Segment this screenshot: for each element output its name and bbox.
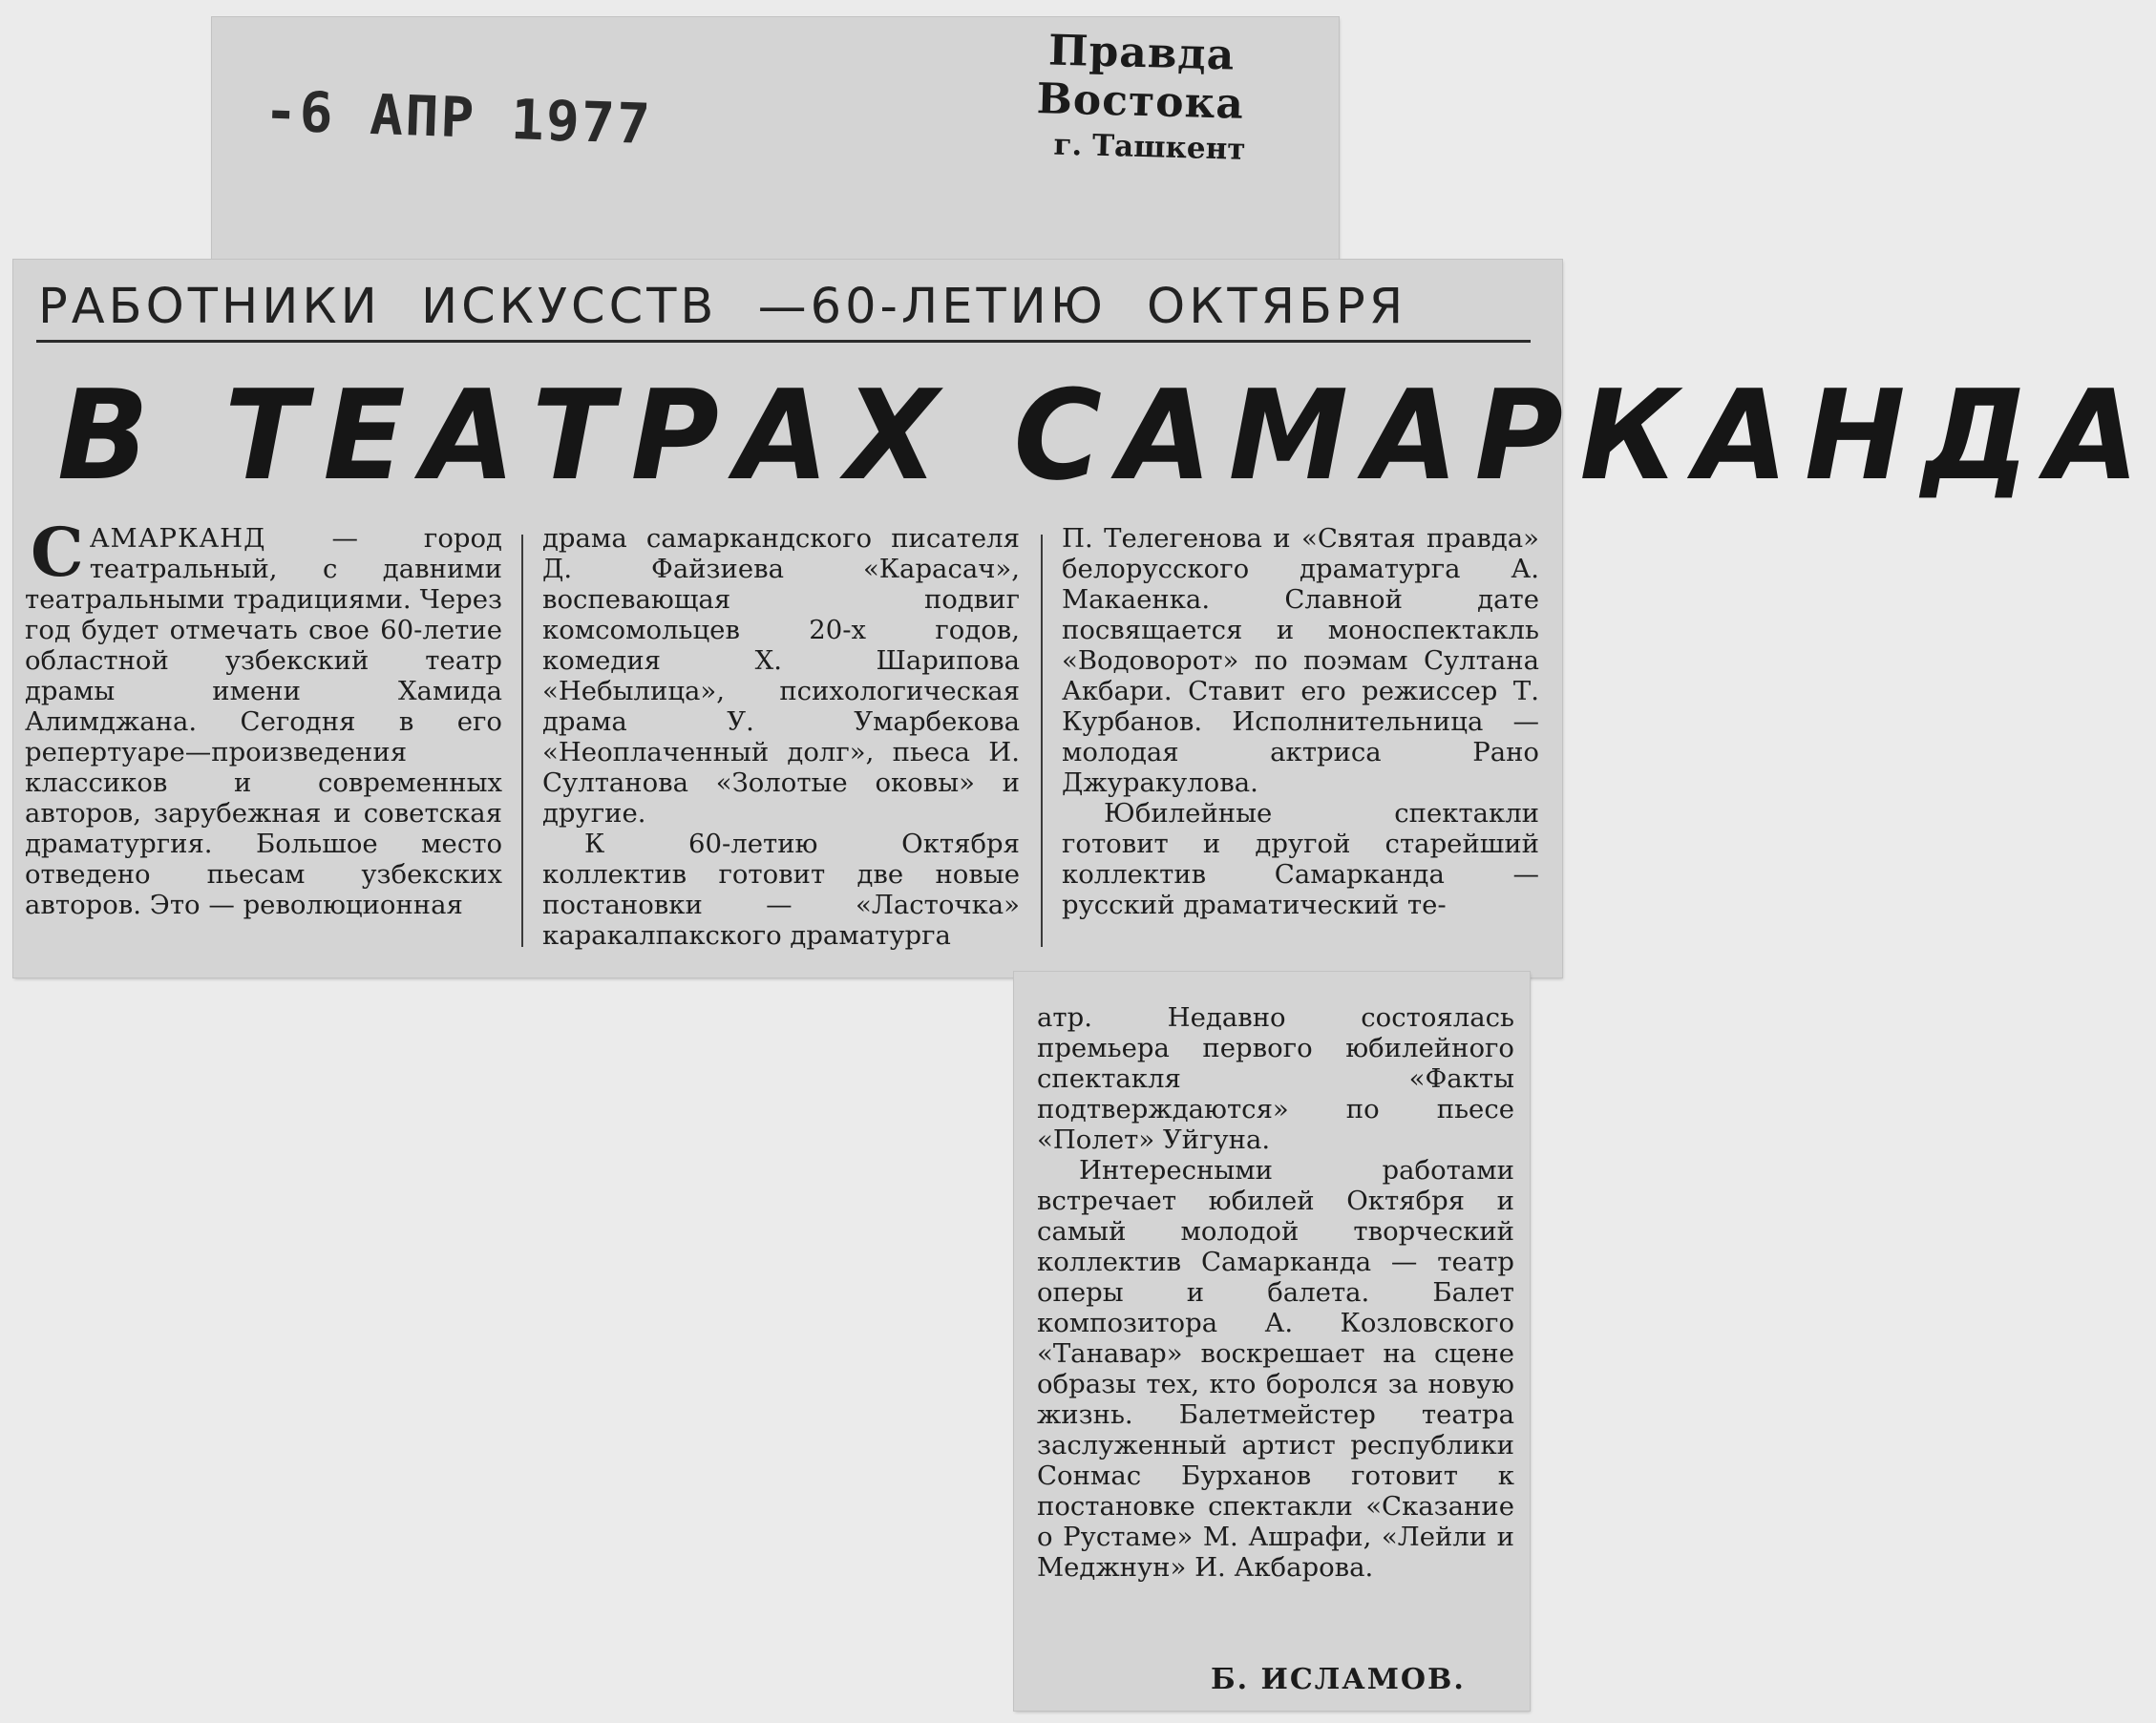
article-column-1	[25, 513, 502, 920]
column-divider	[521, 535, 523, 947]
article-headline: В ТЕАТРАХ САМАРКАНДА	[57, 363, 2156, 508]
newspaper-masthead	[941, 26, 1342, 167]
article-column-2	[542, 523, 1020, 951]
date-stamp: -6 АПР 1977	[263, 78, 653, 158]
column-divider	[1041, 535, 1043, 947]
article-paragraph: П. Телегенова и «Святая правда» белорусского драматурга А. Макаенка. Славной дате посвящается и моноспектакль «Водоворот» по поэмам Султана Акбари. Ставит его режиссер Т. Курбанов. Исполнительница — молодая актриса Рано Джуракулова.	[1062, 523, 1539, 798]
article-column-4	[1037, 1002, 1514, 1583]
newspaper-city: г. Ташкент	[1053, 127, 1246, 167]
article-author: Б. ИСЛАМОВ.	[1211, 1663, 1466, 1696]
rubric-rule	[36, 340, 1531, 343]
drop-cap: С	[31, 513, 84, 592]
article-paragraph: К 60-летию Октября коллектив готовит две новые постановки — «Ласточка» каракалпакского драматурга	[542, 829, 1020, 951]
article-paragraph: атр. Недавно состоялась премьера первого юбилейного спектакля «Факты подтверждаются» по пьесе «Полет» Уйгуна.	[1037, 1002, 1514, 1155]
article-column-3	[1062, 523, 1539, 920]
lead-word: АМАРКАНД	[89, 523, 266, 554]
article-paragraph	[25, 513, 502, 920]
article-paragraph: Интересными работами встречает юбилей Октября и самый молодой творческий коллектив Самарканда — театр оперы и балета. Балет композитора А. Козловского «Танавар» воскрешает на сцене образы тех, кто боролся за новую жизнь. Балетмейстер театра заслуженный артист республики Сонмас Бурханов готовит к постановке спектакли «Сказание о Рустаме» М. Ашрафи, «Лейли и Меджнун» И. Акбарова.	[1037, 1155, 1514, 1583]
newspaper-name: Правда Востока	[1036, 26, 1245, 129]
article-paragraph: Юбилейные спектакли готовит и другой старейший коллектив Самарканда — русский драматический те-	[1062, 798, 1539, 920]
rubric-heading: РАБОТНИКИ ИСКУССТВ —60-ЛЕТИЮ ОКТЯБРЯ	[38, 279, 1407, 335]
paragraph-text: — город театральный, с давними театральными традициями. Через год будет отмечать свое 60-летие областной узбекский театр драмы имени Хамида Алимджана. Сегодня в его репертуаре—произведения классиков и современных авторов, зарубежная и советская драматургия. Большое место отведено пьесам узбекских авторов. Это — революционная	[25, 523, 502, 920]
article-paragraph: драма самаркандского писателя Д. Файзиева «Карасач», воспевающая подвиг комсомольцев 20-х годов, комедия Х. Шарипова «Небылица», психологическая драма У. Умарбекова «Неоплаченный долг», пьеса И. Султанова «Золотые оковы» и другие.	[542, 523, 1020, 829]
